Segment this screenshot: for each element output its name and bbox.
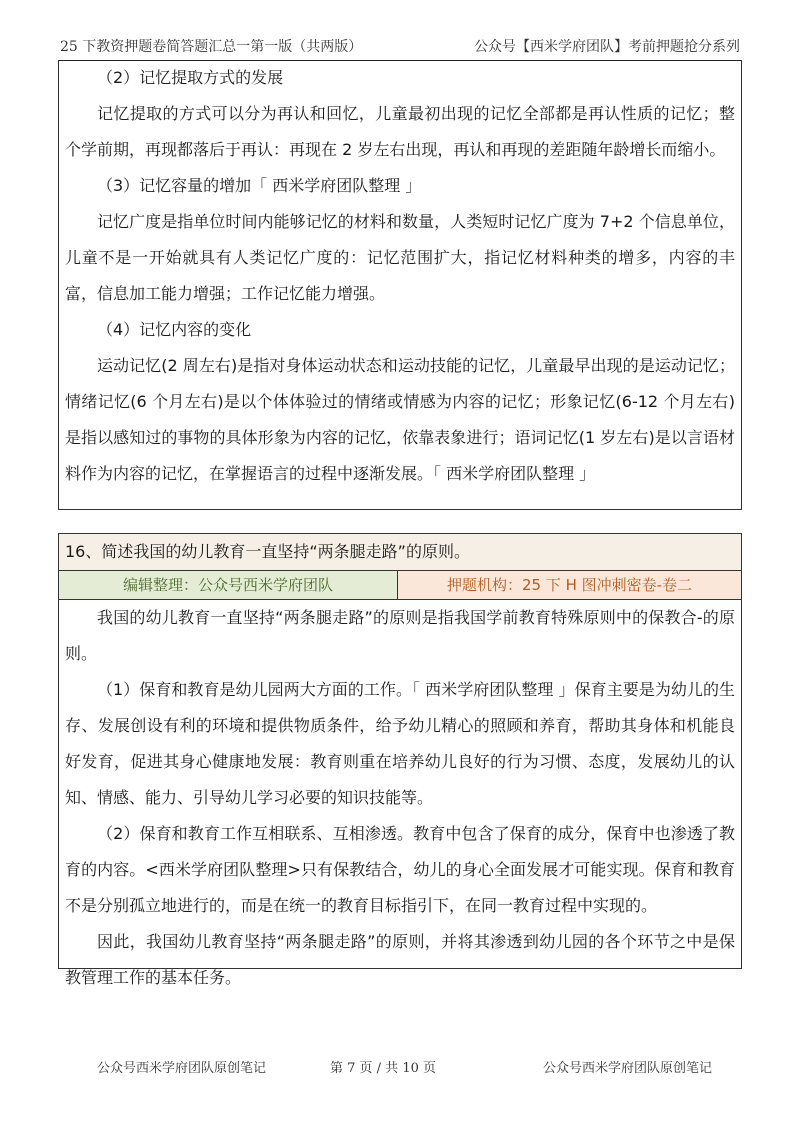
paragraph-capacity: 记忆广度是指单位时间内能够记忆的材料和数量，人类短时记忆广度为 7+2 个信息单位，儿童不是一开始就具有人类记忆广度的：记忆范围扩大，指记忆材料种类的增多，内容的丰富，信息加工能力增强；工作记忆能力增强。 [65, 212, 735, 303]
answer-point-1: （1）保育和教育是幼儿园两大方面的工作。「 西米学府团队整理 」保育主要是为幼儿的生存、发展创设有利的环境和提供物质条件，给予幼儿精心的照顾和养育，帮助其身体和机能良好发育，促进其身心健康地发展：教育则重在培养幼儿良好的行为习惯、态度，发展幼儿的认知、情感、能力、引导幼儿学习必要的知识技能等。 [65, 680, 735, 807]
question-title: 16、简述我国的幼儿教育一直坚持“两条腿走路”的原则。 [59, 534, 741, 571]
header-left-text: 25 下教资押题卷简答题汇总一第一版（共两版） [60, 39, 363, 55]
answer-intro: 我国的幼儿教育一直坚持“两条腿走路”的原则是指我国学前教育特殊原则中的保教合-的原则。 [65, 608, 735, 663]
subheading-4: （4）记忆内容的变化 [97, 320, 252, 339]
editor-label: 编辑整理：公众号西米学府团队 [59, 571, 398, 599]
header-right-text: 公众号【西米学府团队】考前押题抢分系列 [474, 39, 740, 55]
page-header [58, 30, 742, 61]
page-footer [0, 1057, 800, 1077]
subheading-3: （3）记忆容量的增加「 西米学府团队整理 」 [97, 176, 422, 195]
paragraph-retrieval: 记忆提取的方式可以分为再认和回忆，儿童最初出现的记忆全部都是再认性质的记忆；整个学前期，再现都落后于再认：再现在 2 岁左右出现，再认和再现的差距随年龄增长而缩小。 [65, 104, 735, 159]
answer-conclusion: 因此，我国幼儿教育坚持“两条腿走路”的原则，并将其渗透到幼儿园的各个环节之中是保教管理工作的基本任务。 [65, 932, 735, 987]
paragraph-content: 运动记忆(2 周左右)是指对身体运动状态和运动技能的记忆，儿童最早出现的是运动记忆；情绪记忆(6 个月左右)是以个体体验过的情绪或情感为内容的记忆；形象记忆(6-12 个月左右)是指以感知过的事物的具体形象为内容的记忆，依靠表象进行；语词记忆(1 岁左右)是以言语材料作为内容的记忆，在掌握语言的过程中逐渐发展。「 西米学府团队整理 」 [65, 356, 735, 483]
subheading-2: （2）记忆提取方式的发展 [97, 68, 284, 87]
page-number: 第 7 页 / 共 10 页 [330, 1061, 436, 1076]
footer-right-text: 公众号西米学府团队原创笔记 [543, 1061, 713, 1076]
answer-point-2: （2）保育和教育工作互相联系、互相渗透。教育中包含了保育的成分，保育中也渗透了教育的内容。<西米学府团队整理>只有保教结合，幼儿的身心全面发展才可能实现。保育和教育不是分别孤立地进行的，而是在统一的教育目标指引下，在同一教育过程中实现的。 [65, 824, 735, 915]
answer-box-continued [58, 60, 742, 510]
question-meta-row [59, 571, 741, 600]
footer-left-text: 公众号西米学府团队原创笔记 [97, 1061, 267, 1076]
source-label: 押题机构：25 下 H 图冲刺密卷-卷二 [398, 571, 741, 599]
question-16-box [58, 533, 742, 987]
